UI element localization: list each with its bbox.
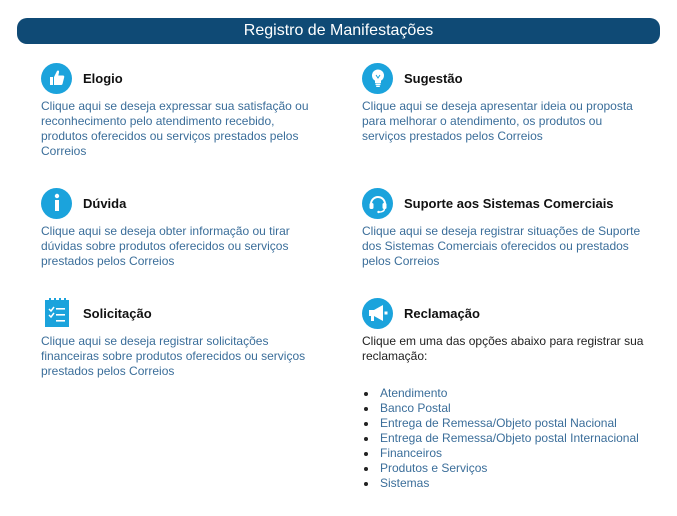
card-elogio-title: Elogio (83, 70, 123, 86)
page-title: Registro de Manifestações (243, 22, 434, 39)
reclamacao-options-list (362, 386, 647, 491)
card-duvida-title: Dúvida (83, 195, 127, 211)
list-item[interactable] (362, 461, 647, 476)
page-title-banner (17, 18, 660, 44)
card-duvida-description[interactable]: Clique aqui se deseja obter informação ou tirar dúvidas sobre produtos oferecidos ou serviços prestados pelos Correios (41, 224, 290, 268)
card-suporte-title: Suporte aos Sistemas Comerciais (404, 195, 614, 211)
option-entrega-internacional-link[interactable]: Entrega de Remessa/Objeto postal Internacional (380, 431, 639, 445)
card-solicitacao-description[interactable]: Clique aqui se deseja registrar solicitações financeiras sobre produtos oferecidos ou serviços prestados pelos Correios (41, 334, 306, 378)
card-elogio-description[interactable]: Clique aqui se deseja expressar sua satisfação ou reconhecimento pelo atendimento recebido, produtos oferecidos ou serviços prestados pelos Correios (41, 99, 309, 158)
card-reclamacao-title: Reclamação (404, 305, 480, 321)
card-sugestao-title: Sugestão (404, 70, 463, 86)
list-item[interactable] (362, 476, 647, 491)
list-item[interactable] (362, 446, 647, 461)
card-suporte[interactable] (362, 187, 647, 269)
option-banco-postal-link[interactable]: Banco Postal (380, 401, 451, 415)
card-duvida[interactable] (41, 187, 321, 269)
option-financeiros-link[interactable]: Financeiros (380, 446, 443, 460)
card-solicitacao[interactable] (41, 297, 311, 379)
option-atendimento-link[interactable]: Atendimento (380, 386, 448, 400)
option-produtos-servicos-link[interactable]: Produtos e Serviços (380, 461, 488, 475)
card-elogio[interactable] (41, 62, 321, 159)
list-item[interactable] (362, 416, 647, 431)
thumbs-up-icon (41, 63, 72, 94)
list-item[interactable] (362, 431, 647, 446)
card-suporte-description[interactable]: Clique aqui se deseja registrar situações de Suporte dos Sistemas Comerciais oferecidos ou prestados pelos Correios (362, 224, 641, 268)
option-sistemas-link[interactable]: Sistemas (380, 476, 430, 490)
card-sugestao-description[interactable]: Clique aqui se deseja apresentar ideia ou proposta para melhorar o atendimento, os produtos ou serviços prestados pelos Correios (362, 99, 633, 143)
list-item[interactable] (362, 401, 647, 416)
info-icon (41, 188, 72, 219)
card-sugestao[interactable] (362, 62, 637, 144)
headset-icon (362, 188, 393, 219)
card-reclamacao-description: Clique em uma das opções abaixo para registrar sua reclamação: (362, 334, 644, 363)
lightbulb-icon (362, 63, 393, 94)
checklist-icon (41, 298, 72, 329)
megaphone-icon (362, 298, 393, 329)
card-reclamacao (362, 297, 647, 491)
card-solicitacao-title: Solicitação (83, 305, 152, 321)
option-entrega-nacional-link[interactable]: Entrega de Remessa/Objeto postal Nacional (380, 416, 617, 430)
list-item[interactable] (362, 386, 647, 401)
